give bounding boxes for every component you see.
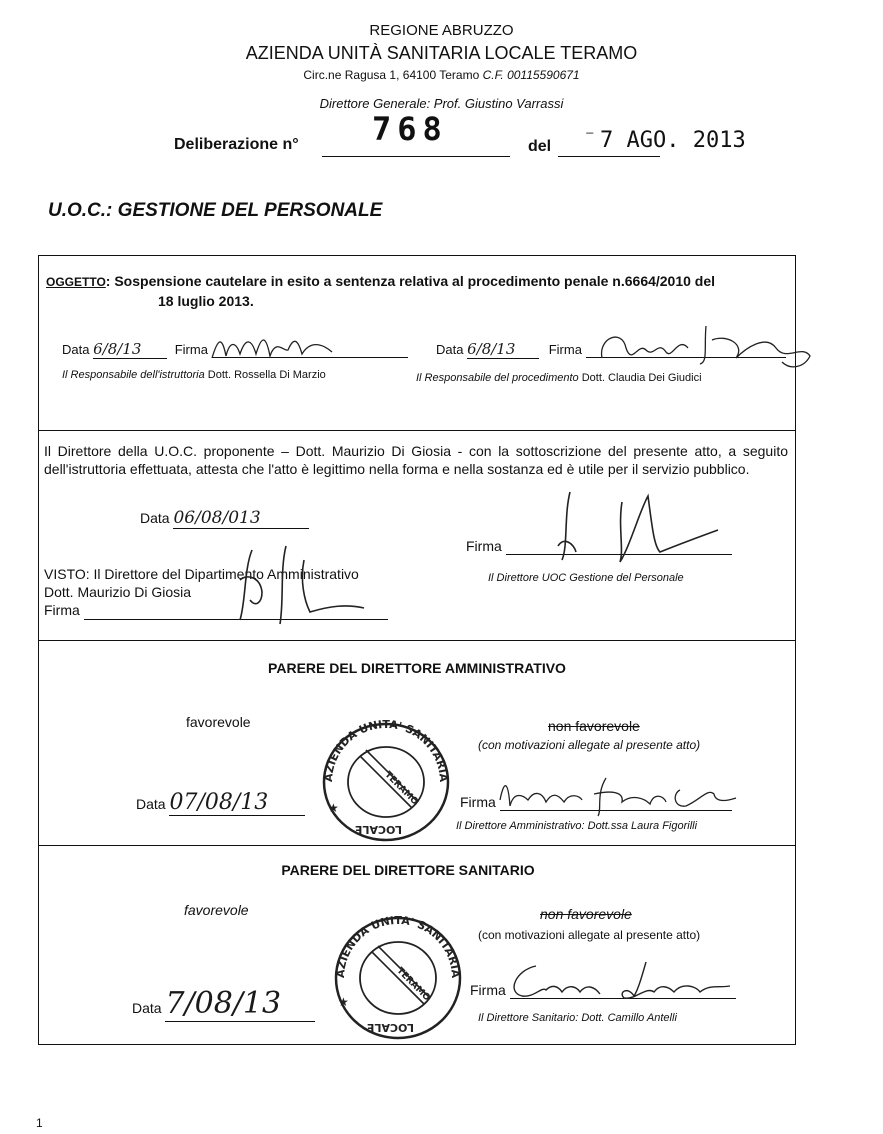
director-sign: Firma: [466, 538, 732, 555]
deliberation-date-mark: ⁻: [585, 126, 595, 146]
health-caption: Il Direttore Sanitario: Dott. Camillo Antelli: [478, 1012, 677, 1024]
agency-address: Circ.ne Ragusa 1, 64100 Teramo C.F. 00115590671: [303, 68, 580, 82]
stamp-center-text: TERAMO: [382, 769, 420, 808]
unit-title: U.O.C.: GESTIONE DEL PERSONALE: [48, 200, 383, 221]
admin-unfavorable: non favorevole: [548, 718, 640, 734]
divider-2: [38, 640, 796, 641]
admin-date: Data 07/08/13: [136, 790, 305, 816]
health-unfavorable: non favorevole: [540, 906, 632, 922]
stamp-bottom-text: LOCALE: [354, 823, 402, 836]
resp-left-signature: [208, 330, 338, 366]
director-general: Direttore Generale: Prof. Giustino Varrassi: [319, 96, 564, 111]
stamp-top-text: AZIENDA UNITA' SANITARIA: [321, 718, 451, 783]
admin-sign: Firma: [460, 794, 732, 811]
resp-left-caption: Il Responsabile dell'istruttoria Dott. Rossella Di Marzio: [62, 369, 326, 381]
admin-opinion-title: PARERE DEL DIRETTORE AMMINISTRATIVO: [268, 660, 566, 676]
deliberation-del-label: del: [528, 138, 552, 155]
health-sign: Firma: [470, 982, 736, 999]
director-statement: Il Direttore della U.O.C. proponente – Dott. Maurizio Di Giosia - con la sottoscrizione del presente atto, a seguito dell'istruttoria effettuata, attesta che l'atto è legittimo nella forma e nella sostanza ed è utile per il servizio pubblico.: [44, 443, 788, 477]
page-mark: 1: [36, 1116, 43, 1130]
visto-signature: [200, 540, 370, 630]
stamp-star-icon: ★: [338, 995, 349, 1009]
resp-right-signature: [596, 318, 814, 376]
deliberation-number: 768: [372, 110, 448, 148]
health-signature: [506, 956, 736, 1006]
deliberation-number-line: [322, 156, 510, 157]
health-date: Data 7/08/13: [132, 986, 315, 1022]
resp-right-date: Data 6/8/13 Firma: [436, 340, 786, 359]
admin-favorable: favorevole: [186, 714, 251, 730]
director-signature: [548, 486, 728, 566]
deliberation-date: 7 AGO. 2013: [600, 128, 746, 153]
resp-right-caption: Il Responsabile del procedimento Dott. Claudia Dei Giudici: [416, 372, 702, 384]
subject-label: OGGETTO: [46, 275, 106, 289]
deliberation-date-line: [558, 156, 660, 157]
stamp-bottom-text: LOCALE: [366, 1021, 414, 1034]
admin-note: (con motivazioni allegate al presente atto): [478, 738, 701, 752]
director-caption: Il Direttore UOC Gestione del Personale: [488, 572, 684, 584]
admin-caption: Il Direttore Amministrativo: Dott.ssa Laura Figorilli: [456, 820, 698, 832]
stamp-top-text: AZIENDA UNITA' SANITARIA: [333, 914, 463, 979]
deliberation-label: Deliberazione n°: [174, 136, 299, 153]
health-opinion-title: PARERE DEL DIRETTORE SANITARIO: [281, 862, 535, 878]
region-title: REGIONE ABRUZZO: [369, 22, 514, 39]
resp-left-date: Data 6/8/13 Firma: [62, 340, 408, 359]
divider-1: [38, 430, 796, 431]
admin-signature: [494, 770, 744, 820]
stamp-star-icon: ★: [328, 801, 339, 815]
stamp-center-text: TERAMO: [394, 965, 432, 1004]
visto-block: VISTO: Il Direttore del Dipartimento Amministrativo Dott. Maurizio Di Giosia Firma: [44, 565, 388, 620]
agency-stamp-admin: [314, 716, 458, 846]
health-favorable: favorevole: [184, 902, 249, 918]
director-date: Data 06/08/013: [140, 508, 309, 529]
subject: OGGETTO: Sospensione cautelare in esito a sentenza relativa al procedimento penale n.6664/2010 del 18 luglio 2013.: [46, 273, 716, 309]
agency-title: AZIENDA UNITÀ SANITARIA LOCALE TERAMO: [245, 43, 638, 63]
agency-stamp-health: [326, 910, 470, 1044]
health-note: (con motivazioni allegate al presente atto): [478, 928, 701, 942]
